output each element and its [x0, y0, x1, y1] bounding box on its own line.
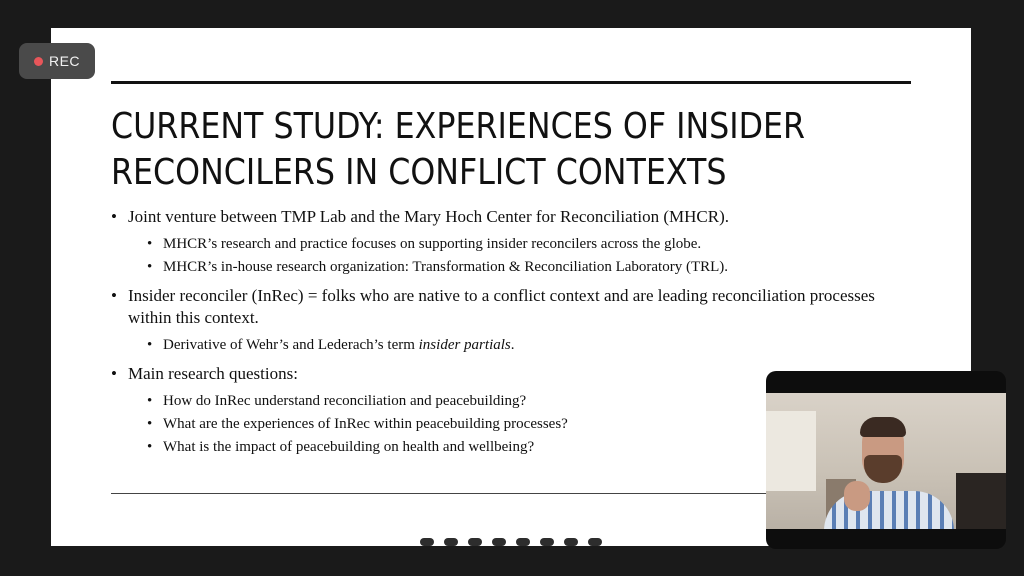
bullet-dot: •	[111, 364, 117, 383]
sub-bullet-dot: •	[147, 259, 153, 275]
sub-bullet-text: What are the experiences of InRec within peacebuilding processes?	[163, 416, 568, 432]
bullet-dot: •	[111, 207, 117, 226]
sub-bullet-mhcr-trl	[111, 256, 911, 278]
slide-top-rule	[111, 81, 911, 84]
participant-hair	[860, 417, 906, 437]
background-window	[766, 411, 816, 491]
sub-bullet-text-suffix: .	[510, 337, 515, 353]
participant-video-icon	[766, 393, 1006, 529]
bullet-joint-venture	[111, 206, 911, 228]
bullet-text: Insider reconciler (InRec) = folks who are native to a conflict context and are leading reconciliation processes within this context.	[128, 286, 875, 327]
progress-dot	[492, 538, 506, 546]
sub-bullet-text: What is the impact of peacebuilding on health and wellbeing?	[163, 439, 535, 455]
participant-beard	[864, 455, 902, 483]
sub-bullet-dot: •	[147, 236, 153, 252]
sub-bullet-dot: •	[147, 439, 153, 455]
bullet-text: Main research questions:	[128, 364, 298, 383]
bullet-insider-reconciler	[111, 285, 911, 329]
progress-dot	[468, 538, 482, 546]
participant-video-tile[interactable]	[766, 371, 1006, 549]
slide-title	[111, 104, 815, 196]
participant-hand	[844, 481, 870, 511]
sub-bullet-text: MHCR’s research and practice focuses on supporting insider reconcilers across the globe.	[163, 236, 702, 252]
record-dot-icon	[34, 57, 43, 66]
sub-bullet-text: MHCR’s in-house research organization: Transformation & Reconciliation Laboratory (TRL).	[163, 259, 729, 275]
sub-bullet-dot: •	[147, 416, 153, 432]
progress-dot	[420, 538, 434, 546]
sub-bullet-derivative	[111, 334, 911, 356]
progress-dot	[516, 538, 530, 546]
sub-bullet-mhcr-practice	[111, 233, 911, 255]
background-shelf	[956, 473, 1006, 529]
progress-dot	[444, 538, 458, 546]
sub-bullet-text: How do InRec understand reconciliation and peacebuilding?	[163, 393, 527, 409]
sub-bullet-emphasis: insider partials	[418, 337, 511, 353]
sub-bullet-dot: •	[147, 337, 153, 353]
recording-indicator[interactable]	[19, 43, 95, 79]
progress-dot	[564, 538, 578, 546]
bullet-dot: •	[111, 286, 117, 305]
progress-dot	[540, 538, 554, 546]
slide-title-line-1: CURRENT STUDY: EXPERIENCES OF INSIDER	[111, 106, 806, 147]
slide-progress-dots	[420, 538, 602, 548]
sub-bullet-dot: •	[147, 393, 153, 409]
slide-title-line-2: RECONCILERS IN CONFLICT CONTEXTS	[111, 152, 727, 193]
sub-bullet-text-prefix: Derivative of Wehr’s and Lederach’s term	[163, 337, 419, 353]
progress-dot	[588, 538, 602, 546]
bullet-text: Joint venture between TMP Lab and the Mary Hoch Center for Reconciliation (MHCR).	[128, 207, 729, 226]
recording-label: REC	[48, 53, 81, 69]
